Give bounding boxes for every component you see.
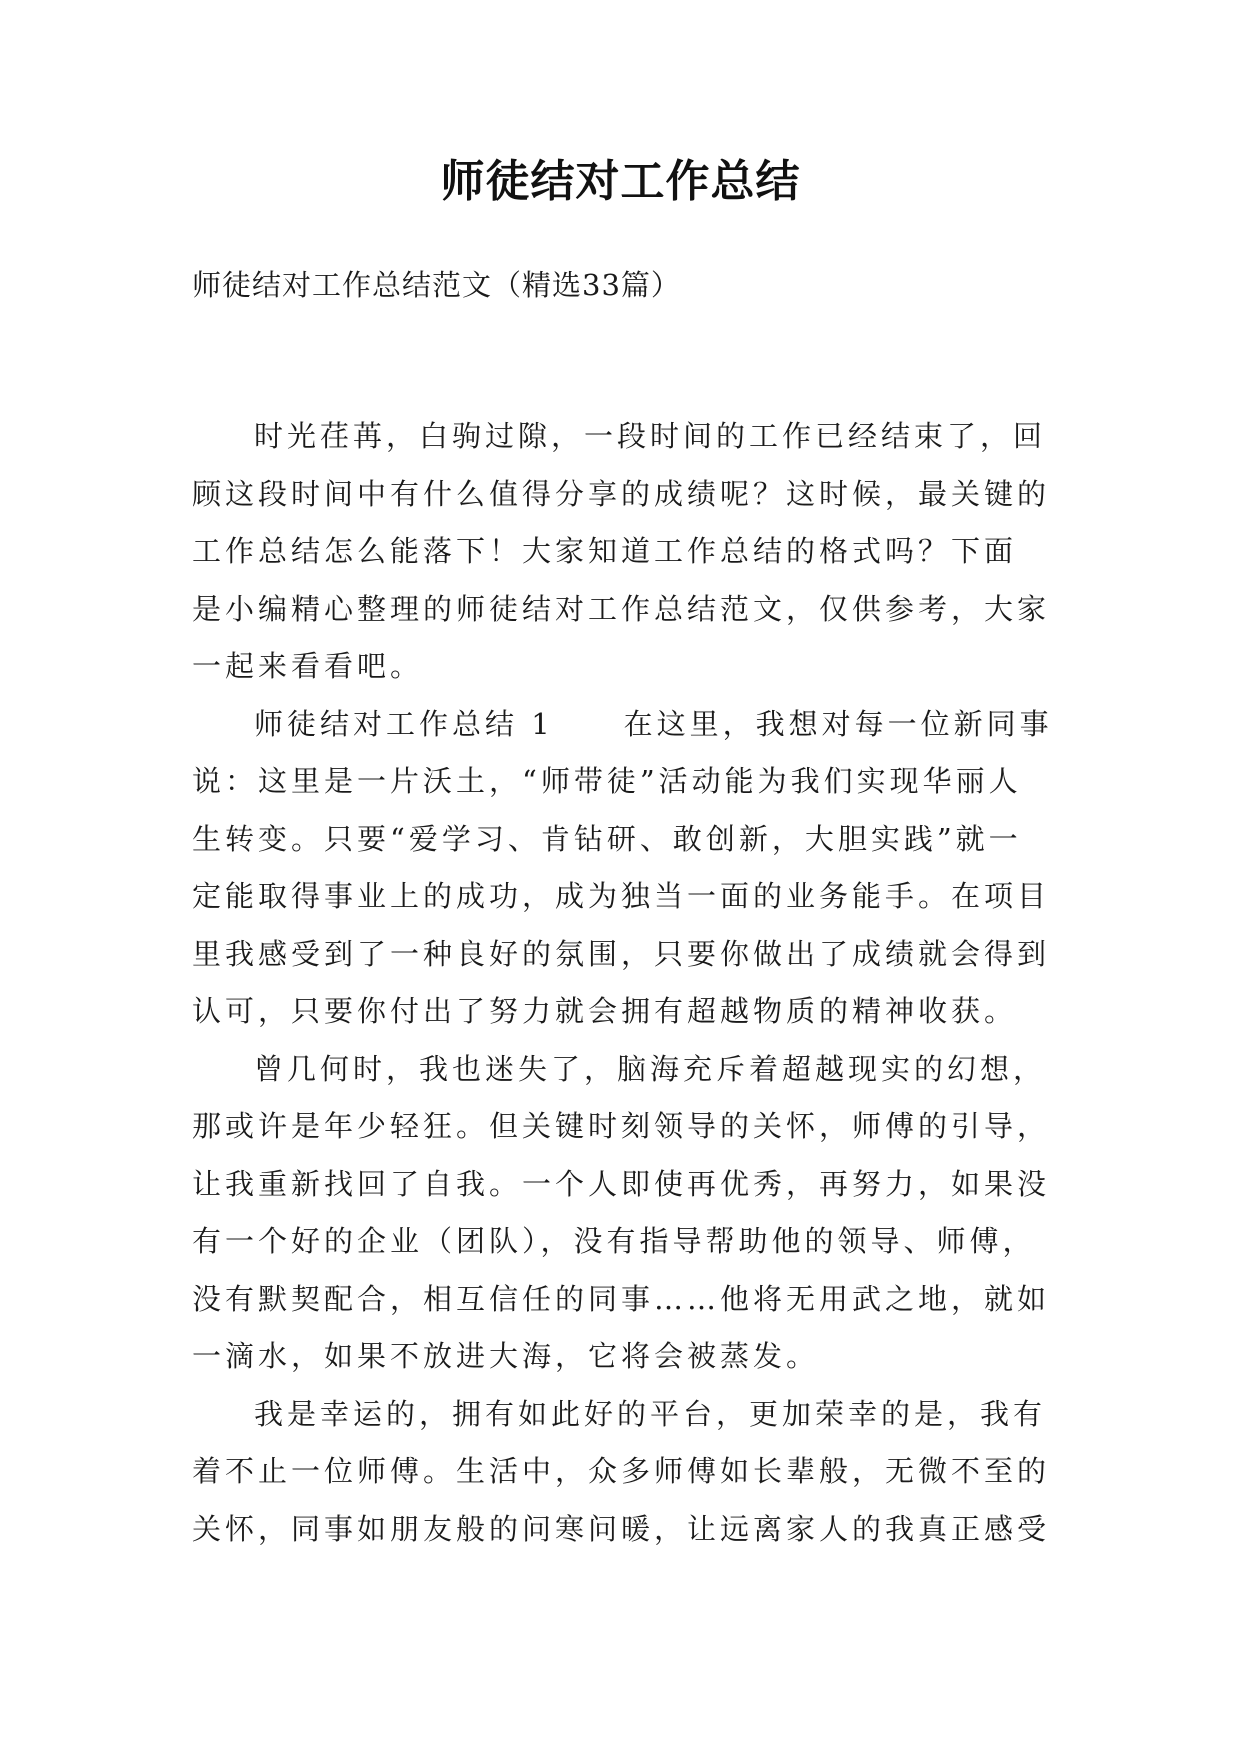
text-line: 时光荏苒，白驹过隙，一段时间的工作已经结束了，回 — [254, 419, 1047, 453]
text-line: 没有默契配合，相互信任的同事……他将无用武之地，就如 — [192, 1281, 1051, 1316]
text-line: 生转变。只要“爱学习、肯钻研、敢创新，大胆实践”就一 — [192, 821, 1022, 856]
text-line: 里我感受到了一种良好的氛围，只要你做出了成绩就会得到 — [192, 936, 1051, 971]
text-line: 有一个好的企业（团队），没有指导帮助他的领导、师傅， — [192, 1224, 1036, 1258]
text-line: 工作总结怎么能落下！大家知道工作总结的格式吗？下面 — [192, 534, 1018, 568]
text-line: 认可，只要你付出了努力就会拥有超越物质的精神收获。 — [192, 994, 1018, 1028]
paragraph-intro — [192, 408, 1072, 696]
text-line: 关怀，同事如朋友般的问寒问暖，让远离家人的我真正感受 — [192, 1511, 1051, 1546]
text-line: 一起来看看吧。 — [192, 649, 424, 683]
document-subtitle: 师徒结对工作总结范文（精选33篇） — [192, 268, 681, 302]
text-line: 是小编精心整理的师徒结对工作总结范文，仅供参考，大家 — [192, 591, 1051, 626]
text-line — [192, 696, 1072, 754]
paragraph-reflection — [192, 1041, 1072, 1386]
text-line: 一滴水，如果不放进大海，它将会被蒸发。 — [192, 1339, 820, 1373]
text-line: 让我重新找回了自我。一个人即使再优秀，再努力，如果没 — [192, 1166, 1051, 1201]
document-body — [192, 408, 1072, 1558]
paragraph-gratitude — [192, 1386, 1072, 1559]
text-line: 曾几何时，我也迷失了，脑海充斥着超越现实的幻想， — [254, 1051, 1047, 1086]
section-heading: 师徒结对工作总结 1 — [254, 706, 554, 741]
paragraph-section-1 — [192, 696, 1072, 1041]
text-line: 顾这段时间中有什么值得分享的成绩呢？这时候，最关键的 — [192, 476, 1051, 511]
text-line: 我是幸运的，拥有如此好的平台，更加荣幸的是，我有 — [254, 1396, 1047, 1431]
text-line: 着不止一位师傅。生活中，众多师傅如长辈般，无微不至的 — [192, 1454, 1051, 1488]
text-segment: 在这里，我想对每一位新同事 — [623, 706, 1053, 741]
text-line: 定能取得事业上的成功，成为独当一面的业务能手。在项目 — [192, 879, 1051, 913]
text-line: 说：这里是一片沃土，“师带徒”活动能为我们实现华丽人 — [192, 764, 1022, 798]
document-title: 师徒结对工作总结 — [440, 156, 801, 207]
text-line: 那或许是年少轻狂。但关键时刻领导的关怀，师傅的引导， — [192, 1109, 1051, 1143]
